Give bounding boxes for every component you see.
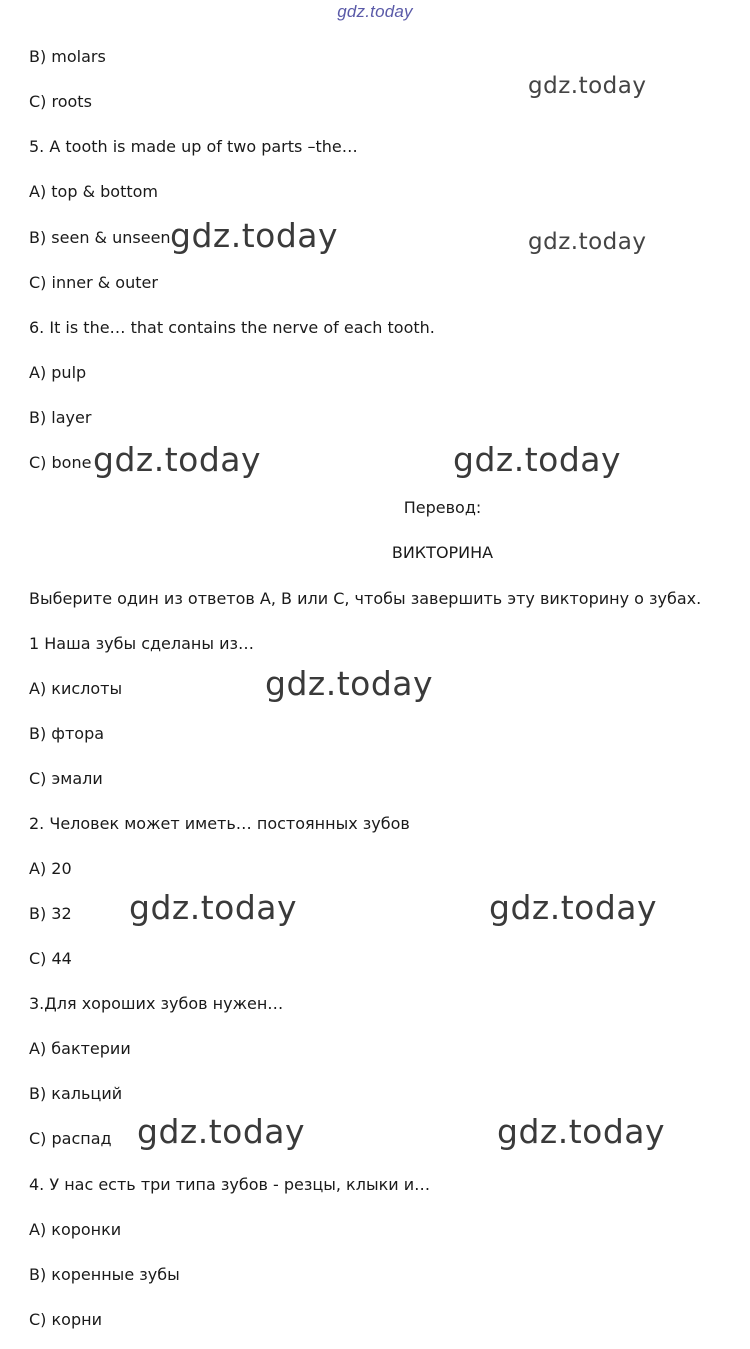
ru-option-b-4: B) коренные зубы <box>29 1265 180 1284</box>
question-5: 5. A tooth is made up of two parts –the… <box>29 137 358 156</box>
ru-option-b-3: B) кальций <box>29 1084 123 1103</box>
watermark: gdz.today <box>129 888 298 927</box>
watermark: gdz.today <box>265 664 434 703</box>
option-c-inner-outer: C) inner & outer <box>29 273 158 292</box>
option-a-pulp: A) pulp <box>29 363 87 382</box>
translation-instructions: Выберите один из ответов A, B или C, чтобы завершить эту викторину о зубах. <box>29 589 702 608</box>
ru-option-c-1: C) эмали <box>29 769 103 788</box>
translation-title: ВИКТОРИНА <box>391 543 494 562</box>
watermark: gdz.today <box>489 888 658 927</box>
question-6: 6. It is the… that contains the nerve of each tooth. <box>29 318 435 337</box>
ru-option-a-3: A) бактерии <box>29 1039 131 1058</box>
ru-option-a-2: A) 20 <box>29 859 72 878</box>
ru-question-4: 4. У нас есть три типа зубов - резцы, клыки и… <box>29 1175 431 1194</box>
option-b-layer: B) layer <box>29 408 92 427</box>
option-b-molars: B) molars <box>29 47 106 66</box>
option-c-bone: C) bone <box>29 453 92 472</box>
ru-option-a-4: A) коронки <box>29 1220 122 1239</box>
watermark: gdz.today <box>93 440 262 479</box>
watermark: gdz.today <box>528 229 647 255</box>
watermark: gdz.today <box>137 1112 306 1151</box>
ru-option-a-1: A) кислоты <box>29 679 123 698</box>
ru-question-1: 1 Наша зубы сделаны из… <box>29 634 255 653</box>
ru-option-b-2: B) 32 <box>29 904 72 923</box>
option-a-top-bottom: A) top & bottom <box>29 182 159 201</box>
watermark: gdz.today <box>453 440 622 479</box>
watermark: gdz.today <box>497 1112 666 1151</box>
ru-option-b-1: B) фтора <box>29 724 105 743</box>
ru-question-3: 3.Для хороших зубов нужен… <box>29 994 284 1013</box>
option-c-roots: C) roots <box>29 92 92 111</box>
ru-option-c-4: C) корни <box>29 1310 102 1329</box>
ru-option-c-2: C) 44 <box>29 949 72 968</box>
ru-option-c-3: C) распад <box>29 1129 112 1148</box>
ru-question-2: 2. Человек может иметь… постоянных зубов <box>29 814 410 833</box>
site-header-link[interactable]: gdz.today <box>337 2 413 21</box>
watermark: gdz.today <box>528 73 647 99</box>
option-b-seen-unseen: B) seen & unseen <box>29 228 171 247</box>
watermark: gdz.today <box>170 216 339 255</box>
translation-heading: Перевод: <box>403 498 482 517</box>
